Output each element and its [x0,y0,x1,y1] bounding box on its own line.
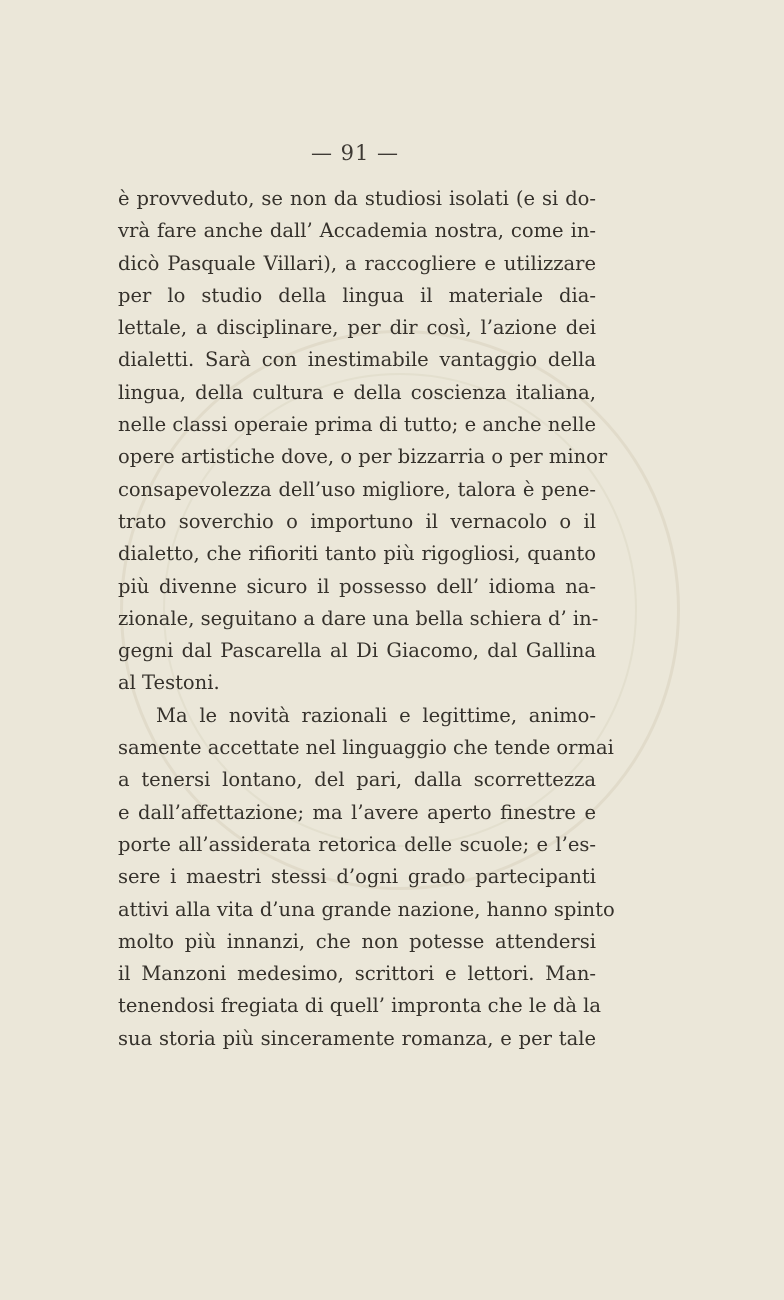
text-line: Ma le novità razionali e legittime, animo- [156,703,596,727]
text-line: lettale, a disciplinare, per dir così, l’azione dei [118,316,596,340]
text-line: porte all’assiderata retorica delle scuole; e l’es- [118,832,596,856]
paragraph-2 [118,700,615,1055]
text-line: il Manzoni medesimo, scrittori e lettori. Man- [118,962,596,986]
text-line: sua storia più sinceramente romanza, e per tale [118,1026,596,1050]
text-line: nelle classi operaie prima di tutto; e anche nelle [118,413,596,437]
paragraph-1 [118,183,608,700]
text-line: zionale, seguitano a dare una bella schiera d’ in- [118,606,599,630]
text-line: samente accettate nel linguaggio che tende ormai [118,736,614,760]
text-line: consapevolezza dell’uso migliore, talora è pene- [118,477,596,501]
text-line: per lo studio della lingua il materiale dia- [118,283,596,307]
text-line: attivi alla vita d’una grande nazione, hanno spinto [118,897,615,921]
text-line: opere artistiche dove, o per bizzarria o per minor [118,445,608,469]
text-line: molto più innanzi, che non potesse attendersi [118,929,596,953]
text-line: più divenne sicuro il possesso dell’ idioma na- [118,574,596,598]
text-line: dialetto, che rifioriti tanto più rigogliosi, quanto [118,542,596,566]
text-line: sere i maestri stessi d’ogni grado partecipanti [118,865,596,889]
text-line: lingua, della cultura e della coscienza italiana, [118,380,596,404]
body-text [118,183,615,1055]
text-line: tenendosi fregiata di quell’ impronta che le dà la [118,994,602,1018]
text-line: e dall’affettazione; ma l’avere aperto finestre e [118,800,596,824]
text-line: vrà fare anche dall’ Accademia nostra, come in- [118,219,596,243]
text-line: a tenersi lontano, del pari, dalla scorrettezza [118,768,596,792]
text-line: è provveduto, se non da studiosi isolati (e si do- [118,187,596,210]
text-line: al Testoni. [118,671,220,695]
text-line: trato soverchio o importuno il vernacolo o il [118,509,596,533]
text-line: gegni dal Pascarella al Di Giacomo, dal Gallina [118,639,596,663]
text-line: dicò Pasquale Villari), a raccogliere e utilizzare [118,251,596,275]
page-number: — 91 — [310,141,400,165]
text-line: dialetti. Sarà con inestimabile vantaggio della [118,348,596,372]
